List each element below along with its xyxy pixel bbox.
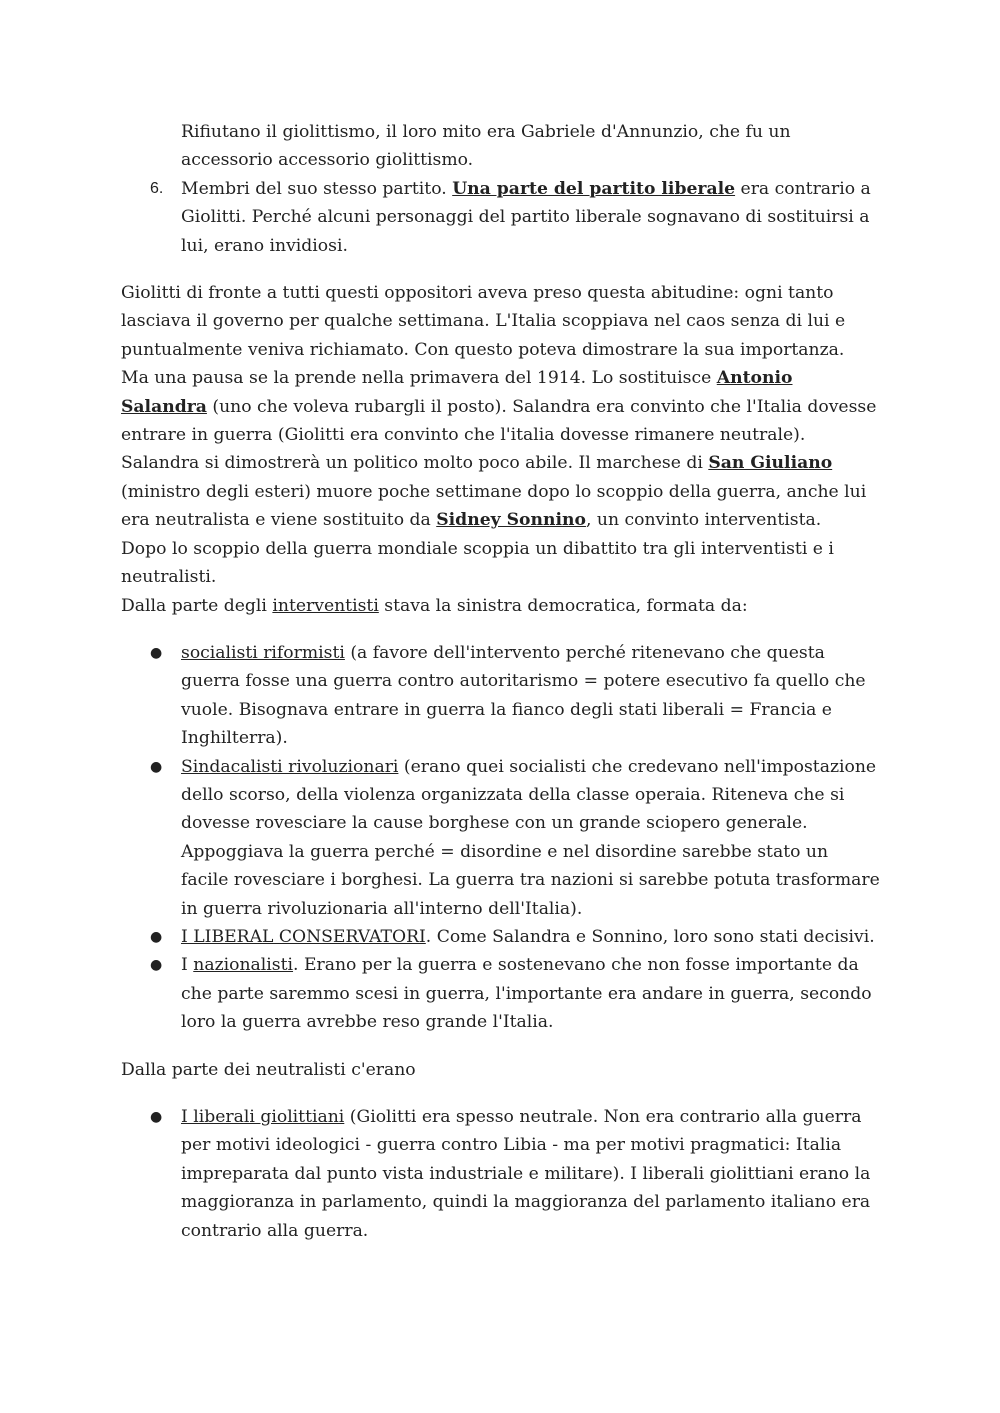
paragraph-text: Ma una pausa se la prende nella primavera del 1914. Lo sostituisce <box>121 368 717 389</box>
bullet-icon: ● <box>150 758 163 775</box>
bullet-icon: ● <box>150 957 163 974</box>
list-item <box>121 951 880 1036</box>
list-item-text-pre: I <box>181 955 194 976</box>
paragraph <box>121 1056 880 1084</box>
bullet-icon: ● <box>150 1109 163 1125</box>
underlined-term: socialisti riformisti <box>181 642 345 663</box>
paragraph <box>121 364 880 449</box>
bold-underlined-term: Sidney Sonnino <box>436 510 586 531</box>
paragraph-text: Dalla parte dei neutralisti c'erano <box>121 1059 416 1080</box>
underlined-term: I LIBERAL CONSERVATORI <box>181 926 426 947</box>
bullet-icon: ● <box>150 928 163 945</box>
underlined-term: Sindacalisti rivoluzionari <box>181 756 399 777</box>
list-item <box>121 639 880 753</box>
paragraph-text: Giolitti di fronte a tutti questi oppositori aveva preso questa abitudine: ogni tanto lasciava il governo per qualche settimana. L'Italia scoppiava nel caos senza di lui e puntualmente veniva richiamato. Con questo poteva dimostrare la sua importanza. <box>121 283 846 360</box>
spacer <box>121 1037 880 1056</box>
list-item-text-post: era contrario a Giolitti. Perché alcuni personaggi del partito liberale sognavano di sostituirsi a lui, erano invidiosi. <box>181 178 871 256</box>
paragraph-text: Dopo lo scoppio della guerra mondiale scoppia un dibattito tra gli interventisti e i neutralisti. <box>121 538 834 588</box>
paragraph-text: , un convinto interventista. <box>585 510 822 531</box>
paragraph-text: Dalla parte degli <box>121 595 273 616</box>
list-item-text: . Come Salandra e Sonnino, loro sono stati decisivi. <box>425 926 875 947</box>
underlined-term: interventisti <box>272 595 379 616</box>
paragraph-text: (ministro degli esteri) muore poche settimane dopo lo scoppio della guerra, anche lui era neutralista e viene sostituito da <box>121 481 867 531</box>
paragraph-text: stava la sinistra democratica, formata da: <box>378 595 748 616</box>
paragraph <box>121 449 880 534</box>
paragraph <box>121 279 880 364</box>
paragraph-text: Salandra si dimostrerà un politico molto poco abile. Il marchese di <box>121 453 709 474</box>
paragraph <box>121 535 880 592</box>
list-number: 6. <box>150 179 164 197</box>
list-item <box>121 923 880 951</box>
bold-underlined-term: Antonio Salandra <box>121 368 793 417</box>
list-item-text-pre: Membri del suo stesso partito. <box>181 178 453 199</box>
list-item-text: Rifiutano il giolittismo, il loro mito era Gabriele d'Annunzio, che fu un accessorio accessorio giolittismo. <box>181 122 791 171</box>
list-item <box>121 753 880 923</box>
list-item-continuation <box>121 118 880 175</box>
bold-underlined-term: San Giuliano <box>708 453 833 474</box>
list-item-6 <box>121 175 880 260</box>
spacer <box>121 1084 880 1103</box>
interventisti-list <box>121 639 880 1037</box>
list-item-text: (Giolitti era spesso neutrale. Non era contrario alla guerra per motivi ideologici - guerra contro Libia - ma per motivi pragmatici: Italia impreparata dal punto vista industriale e militare). I liberali giolittiani erano la maggioranza in parlamento, quindi la maggioranza del parlamento italiano era contrario alla guerra. <box>181 1107 871 1241</box>
underlined-term: nazionalisti <box>193 955 294 976</box>
paragraph <box>121 592 880 620</box>
paragraph-text: (uno che voleva rubargli il posto). Salandra era convinto che l'Italia dovesse entrare in guerra (Giolitti era convinto che l'italia dovesse rimanere neutrale). <box>121 396 877 446</box>
underlined-term: I liberali giolittiani <box>181 1107 345 1127</box>
list-item <box>121 1103 880 1245</box>
list-item-text: (a favore dell'intervento perché ritenevano che questa guerra fosse una guerra contro autoritarismo = potere esecutivo fa quello che vuole. Bisognava entrare in guerra la fianco degli stati liberali = Francia e Inghilterra). <box>181 642 866 749</box>
bullet-icon: ● <box>150 644 163 661</box>
list-item-text: (erano quei socialisti che credevano nell'impostazione dello scorso, della violenza organizzata della classe operaia. Riteneva che si dovesse rovesciare la cause borghese con un grande sciopero generale. Appoggiava la guerra perché = disordine e nel disordine sarebbe stato un facile rovesciare i borghesi. La guerra tra nazioni si sarebbe potuta trasformare in guerra rivoluzionaria all'interno dell'Italia). <box>181 756 880 919</box>
neutralisti-list <box>121 1103 880 1245</box>
list-item-text: . Erano per la guerra e sostenevano che non fosse importante da che parte saremmo scesi in guerra, l'importante era andare in guerra, secondo loro la guerra avrebbe reso grande l'Italia. <box>181 955 872 1033</box>
spacer <box>121 260 880 279</box>
bold-underlined-term: Una parte del partito liberale <box>452 178 736 199</box>
spacer <box>121 620 880 639</box>
